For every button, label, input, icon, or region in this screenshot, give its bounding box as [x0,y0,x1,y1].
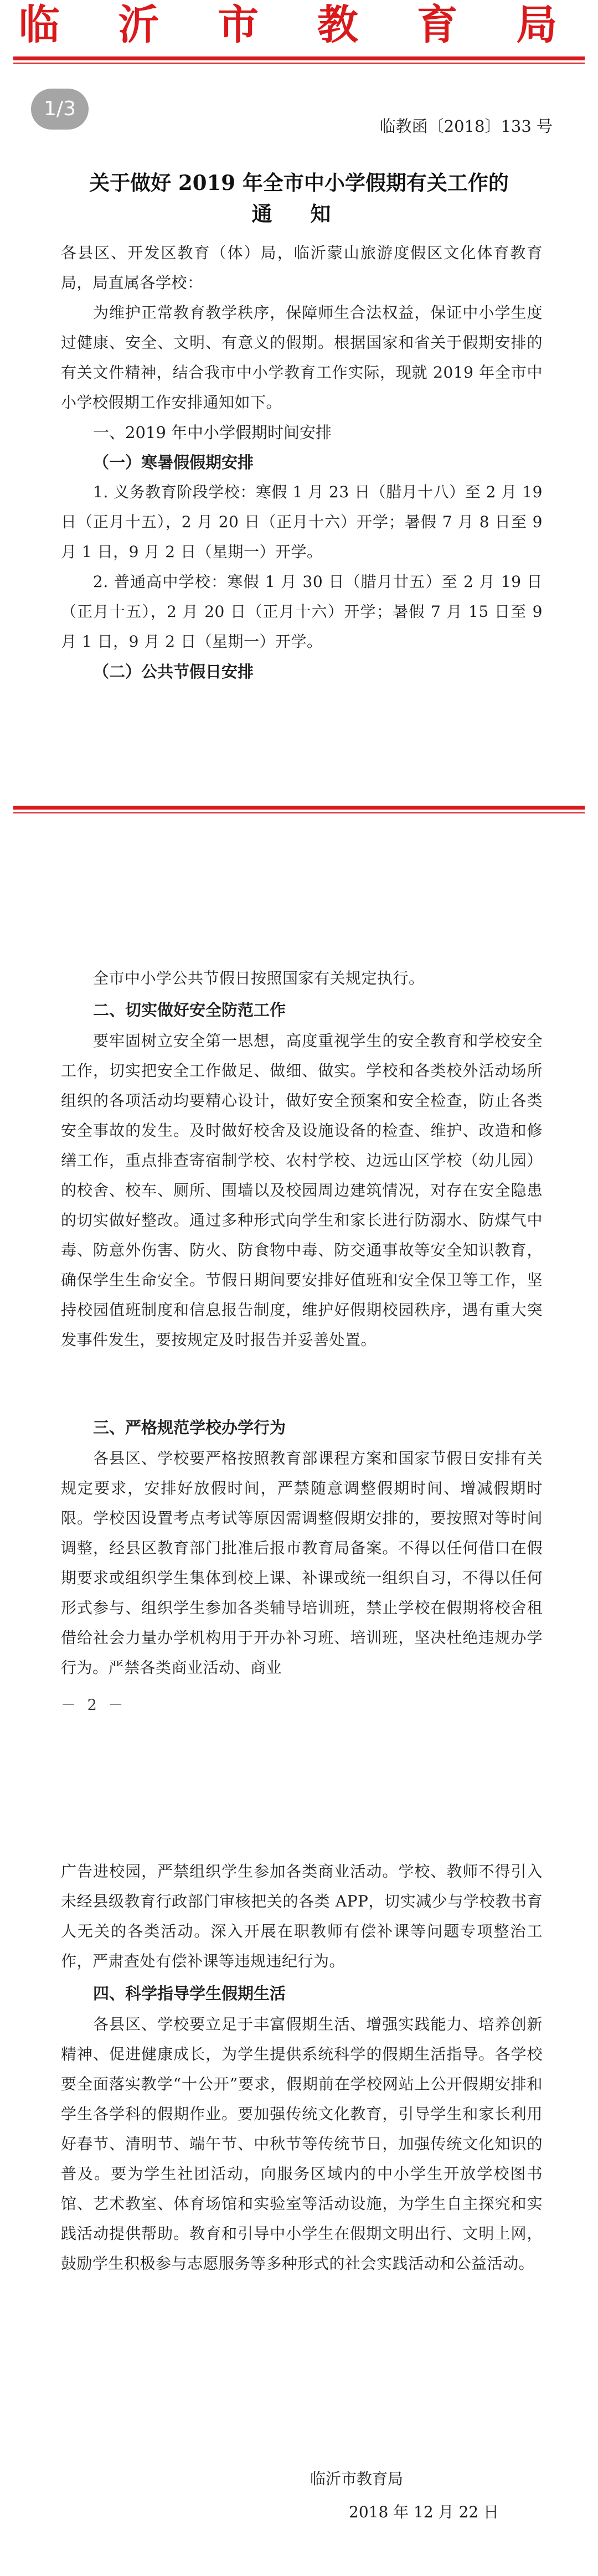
document-page-1 [0,0,598,878]
document-page-3 [0,1775,598,2576]
section-1-heading: 一、2019 年中小学假期时间安排 [93,423,332,442]
conduct-paragraph: 各县区、学校要严格按照教育部课程方案和国家节假日安排有关规定要求，安排好放假时间，严禁随意调整假期时间、增减假期时限。学校因设置考点考试等原因需调整假期安排的，要按照对等时间调整，经县区教育部门批准后报市教育局备案。不得以任何借口在假期要求或组织学生集体到校上课、补课或统一组织自习，不得以任何形式参与、组织学生参加各类辅导培训班，禁止学校在假期将校舍租借给社会力量办学机构用于开办补习班、培训班，坚决杜绝违规办学行为。严禁各类商业活动、商业 [61,1449,543,1677]
holiday-paragraph: 全市中小学公共节假日按照国家有关规定执行。 [93,969,425,987]
document-title-line-2: 通 知 [251,202,347,226]
page-number: － 2 － [61,1697,127,1714]
conduct-continued-paragraph: 广告进校园，严禁组织学生参加各类商业活动。学校、教师不得引入未经县级教育行政部门审核把关的各类 APP，切实减少与学校教书育人无关的各类活动。深入开展在职教师有偿补课等问题专项整治工作，严肃查处有偿补课等违规违纪行为。 [61,1862,543,1970]
schedule-item-2: 2. 普通高中学校：寒假 1 月 30 日（腊月廿五）至 2 月 19 日（正月十五），2 月 20 日（正月十六）开学；暑假 7 月 15 日至 9 月 1 日，9 月 2 日（星期一）开学。 [61,573,543,651]
recipients-paragraph: 各县区、开发区教育（体）局，临沂蒙山旅游度假区文化体育教育局，局直属各学校： [61,244,543,292]
page-indicator-badge[interactable]: 1/3 [31,89,89,130]
masthead-rule-thin [13,63,585,64]
signer: 临沂市教育局 [310,2470,404,2488]
guidance-paragraph: 各县区、学校要立足于丰富假期生活、增强实践能力、培养创新精神、促进健康成长，为学生提供系统科学的假期生活指导。各学校要全面落实教学“十公开”要求，假期前在学校网站上公开假期安排和学生各学科的假期作业。要加强传统文化教育，引导学生和家长利用好春节、清明节、端午节、中秋节等传统节日，加强传统文化知识的普及。要为学生社团活动，向服务区域内的中小学生开放学校图书馆、艺术教室、体育场馆和实验室等活动设施，为学生自主探究和实践活动提供帮助。教育和引导中小学生在假期文明出行、文明上网，鼓励学生积极参与志愿服务等多种形式的社会实践活动和公益活动。 [61,2015,543,2273]
signing-date: 2018 年 12 月 22 日 [349,2503,499,2521]
section-4-heading: 四、科学指导学生假期生活 [93,1984,286,2003]
schedule-item-1: 1. 义务教育阶段学校：寒假 1 月 23 日（腊月十八）至 2 月 19 日（正月十五），2 月 20 日（正月十六）开学；暑假 7 月 8 日至 9 月 1 日，9 月 2 日（星期一）开学。 [61,483,543,561]
masthead-rule-thick [13,56,585,60]
footer-rule-thin [13,812,585,813]
masthead-title: 临 沂 市 教 育 局 [18,1,580,49]
safety-paragraph: 要牢固树立安全第一思想，高度重视学生的安全教育和学校安全工作，切实把安全工作做足、做细、做实。学校和各类校外活动场所组织的各项活动均要精心设计，做好安全预案和安全检查，防止各类安全事故的发生。及时做好校舍及设施设备的检查、维护、改造和修缮工作，重点排查寄宿制学校、农村学校、边远山区学校（幼儿园）的校舍、校车、厕所、围墙以及校园周边建筑情况，对存在安全隐患的切实做好整改。通过多种形式向学生和家长进行防溺水、防煤气中毒、防意外伤害、防火、防食物中毒、防交通事故等安全知识教育，确保学生生命安全。节假日期间要安排好值班和安全保卫等工作，坚持校园值班制度和信息报告制度，维护好假期校园秩序，遇有重大突发事件发生，要按规定及时报告并妥善处置。 [61,1032,543,1349]
section-3-heading: 三、严格规范学校办学行为 [93,1418,286,1437]
intro-paragraph: 为维护正常教育教学秩序，保障师生合法权益，保证中小学生度过健康、安全、文明、有意义的假期。根据国家和省关于假期安排的有关文件精神，结合我市中小学教育工作实际，现就 2019 年全市中小学校假期工作安排通知如下。 [61,303,543,411]
subsection-1-heading: （一）寒暑假假期安排 [93,453,254,472]
document-page-2 [0,878,598,1775]
document-number: 临教函〔2018〕133 号 [379,117,553,136]
footer-rule-thick [13,806,585,810]
document-title-line-1: 关于做好 2019 年全市中小学假期有关工作的 [89,171,509,195]
section-2-heading: 二、切实做好安全防范工作 [93,1001,286,1019]
subsection-2-heading: （二）公共节假日安排 [93,662,254,681]
